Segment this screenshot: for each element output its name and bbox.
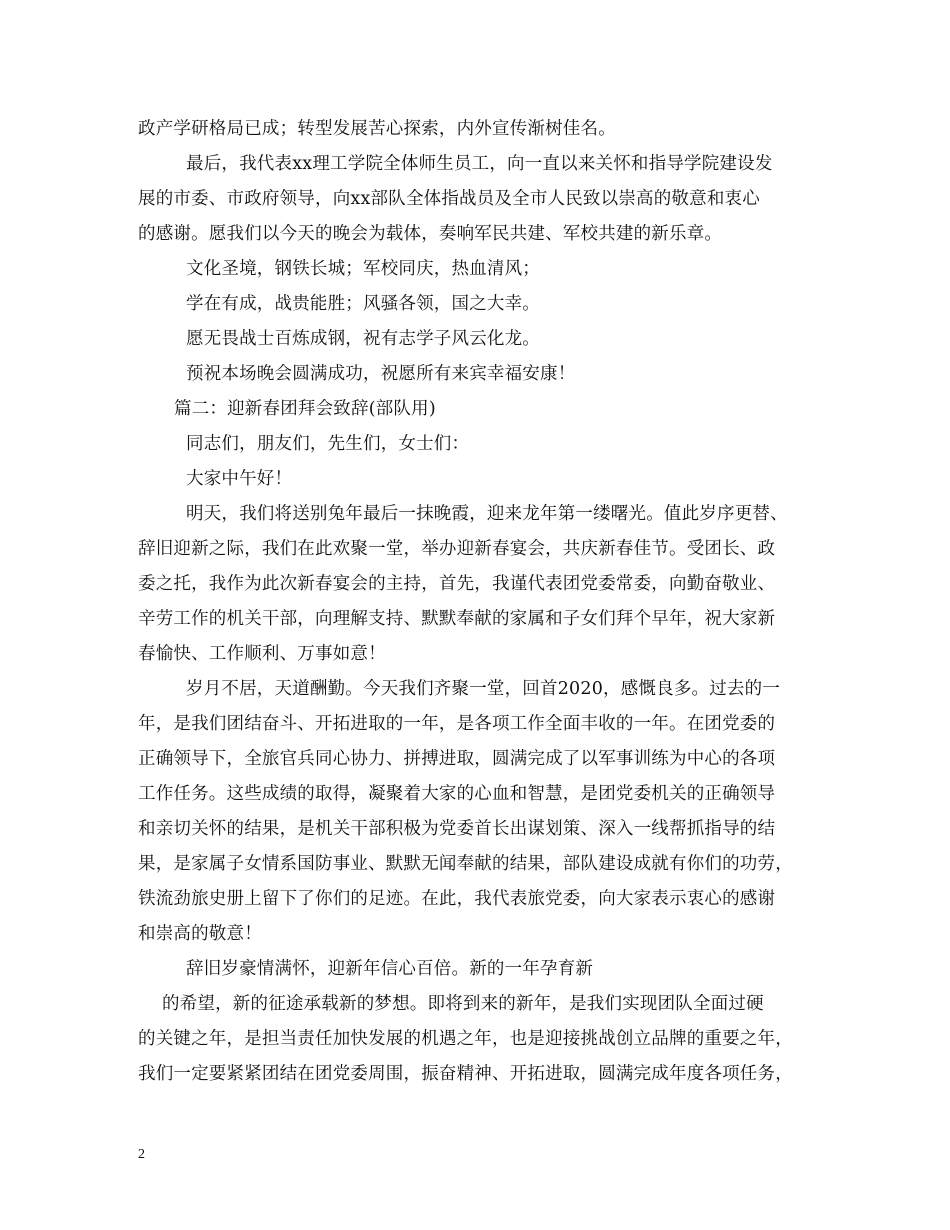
text-line: 果，是家属子女情系国防事业、默默无闻奉献的结果，部队建设成就有你们的功劳，: [138, 854, 793, 874]
text-line: 学在有成，战贵能胜；风骚各领，国之大幸。: [186, 294, 540, 314]
text-line: 正确领导下，全旅官兵同心协力、拼搏进取，圆满完成了以军事训练为中心的各项: [138, 749, 776, 769]
text-line: 工作任务。这些成绩的取得，凝聚着大家的心血和智慧，是团党委机关的正确领导: [138, 784, 776, 804]
text-line: 我们一定要紧紧团结在团党委周围，振奋精神、开拓进取，圆满完成年度各项任务，: [138, 1064, 793, 1084]
text-line: 岁月不居，天道酬勤。今天我们齐聚一堂，回首2020，感慨良多。过去的一: [186, 679, 781, 699]
text-line: 辞旧迎新之际，我们在此欢聚一堂，举办迎新春宴会，共庆新春佳节。受团长、政: [138, 539, 776, 559]
text-line: 的关键之年，是担当责任加快发展的机遇之年，也是迎接挑战创立品牌的重要之年，: [138, 1029, 793, 1049]
text-line: 预祝本场晚会圆满成功，祝愿所有来宾幸福安康！: [186, 364, 576, 384]
text-line: 和亲切关怀的结果，是机关干部积极为党委首长出谋划策、深入一线帮抓指导的结: [138, 819, 776, 839]
text-line: 文化圣境，钢铁长城；军校同庆，热血清风；: [186, 259, 540, 279]
text-line: 大家中午好！: [186, 469, 293, 489]
text-line: 委之托，我作为此次新春宴会的主持，首先，我谨代表团党委常委，向勤奋敬业、: [138, 574, 776, 594]
text-line: 辛劳工作的机关干部，向理解支持、默默奉献的家属和子女们拜个早年，祝大家新: [138, 609, 776, 629]
text-line: 的感谢。愿我们以今天的晚会为载体，奏响军民共建、军校共建的新乐章。: [138, 224, 723, 244]
text-line: 展的市委、市政府领导，向xx部队全体指战员及全市人民致以崇高的敬意和衷心: [138, 189, 760, 209]
text-line: 春愉快、工作顺利、万事如意！: [138, 644, 386, 664]
text-line: 辞旧岁豪情满怀，迎新年信心百倍。新的一年孕育新: [186, 959, 594, 979]
text-line: 愿无畏战士百炼成钢，祝有志学子风云化龙。: [186, 329, 540, 349]
text-line: 明天，我们将送别兔年最后一抹晚霞，迎来龙年第一缕曙光。值此岁序更替、: [186, 504, 788, 524]
text-line: 的希望，新的征途承载新的梦想。即将到来的新年，是我们实现团队全面过硬: [162, 994, 764, 1014]
section-heading: 篇二：迎新春团拜会致辞(部队用): [174, 399, 436, 419]
text-line: 同志们，朋友们，先生们，女士们：: [186, 434, 470, 454]
text-line: 年，是我们团结奋斗、开拓进取的一年，是各项工作全面丰收的一年。在团党委的: [138, 714, 776, 734]
text-line: 政产学研格局已成；转型发展苦心探索，内外宣传渐树佳名。: [138, 119, 616, 139]
page-number: 2: [138, 1147, 145, 1162]
text-line: 铁流劲旅史册上留下了你们的足迹。在此，我代表旅党委，向大家表示衷心的感谢: [138, 889, 776, 909]
text-line: 最后，我代表xx理工学院全体师生员工，向一直以来关怀和指导学院建设发: [186, 154, 773, 174]
text-line: 和崇高的敬意！: [138, 924, 262, 944]
